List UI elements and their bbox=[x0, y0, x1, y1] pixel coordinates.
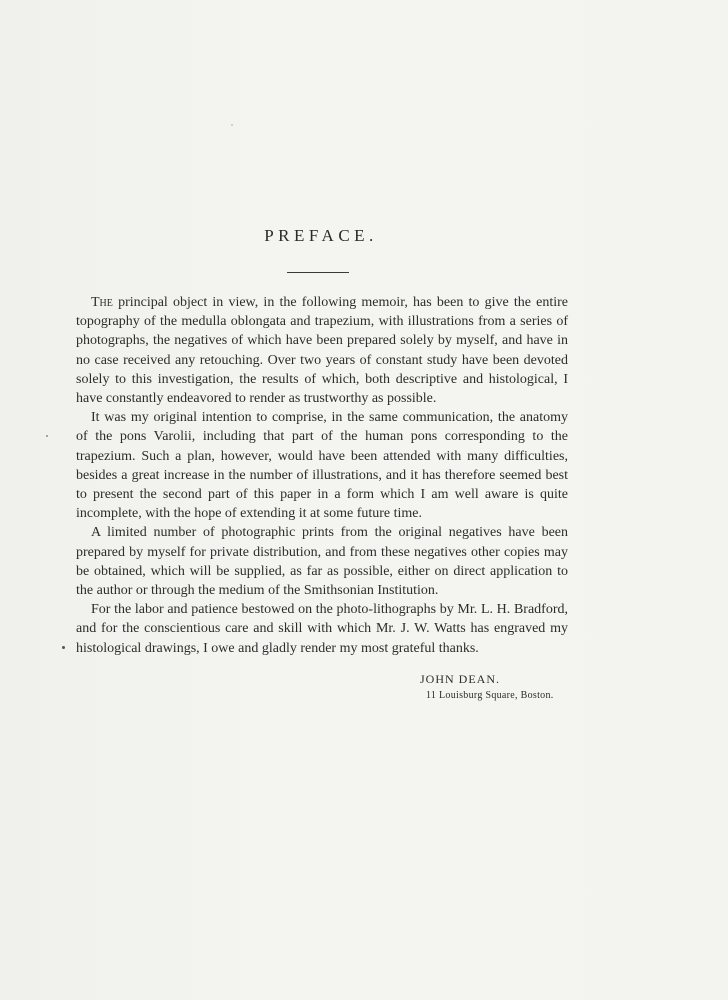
paper-speck bbox=[62, 646, 65, 649]
page-title: PREFACE. bbox=[264, 226, 378, 245]
title-rule bbox=[287, 272, 349, 273]
author-address: 11 Louisburg Square, Boston. bbox=[426, 690, 554, 701]
paragraph-1 bbox=[76, 293, 568, 408]
author-signature: JOHN DEAN. bbox=[420, 672, 500, 686]
preface-body bbox=[76, 293, 568, 658]
paragraph-1-text: principal object in view, in the following memoir, has been to give the entire topography of the medulla oblongata and trapezium, with illustrations from a series of photographs, the negatives of which have been prepared solely by myself, and have in no case received any retouching. Over two years of constant study have been devoted solely to this investigation, the results of which, both descriptive and histological, I have constantly endeavored to render as trustworthy as possible. bbox=[76, 295, 568, 407]
paragraph-2: It was my original intention to comprise, in the same communication, the anatomy of the pons Varolii, including that part of the human pons corresponding to the trapezium. Such a plan, however, would have been attended with many difficulties, besides a great increase in the number of illustrations, and it has therefore seemed best to present the second part of this paper in a form which I am well aware is quite incomplete, with the hope of extending it at some future time. bbox=[76, 410, 568, 522]
paper-speck bbox=[231, 124, 233, 126]
paragraph-3: A limited number of photographic prints from the original negatives have been prepared by myself for private distribution, and from these negatives other copies may be obtained, which will be supplied, as far as possible, either on direct application to the author or through the medium of the Smithsonian Institution. bbox=[76, 525, 568, 599]
paper-speck bbox=[46, 435, 48, 437]
paragraph-1-lead: The bbox=[91, 295, 113, 310]
paragraph-4: For the labor and patience bestowed on the photo-lithographs by Mr. L. H. Bradford, and for the conscientious care and skill with which Mr. J. W. Watts has engraved my histological drawings, I owe and gladly render my most grateful thanks. bbox=[76, 602, 568, 656]
